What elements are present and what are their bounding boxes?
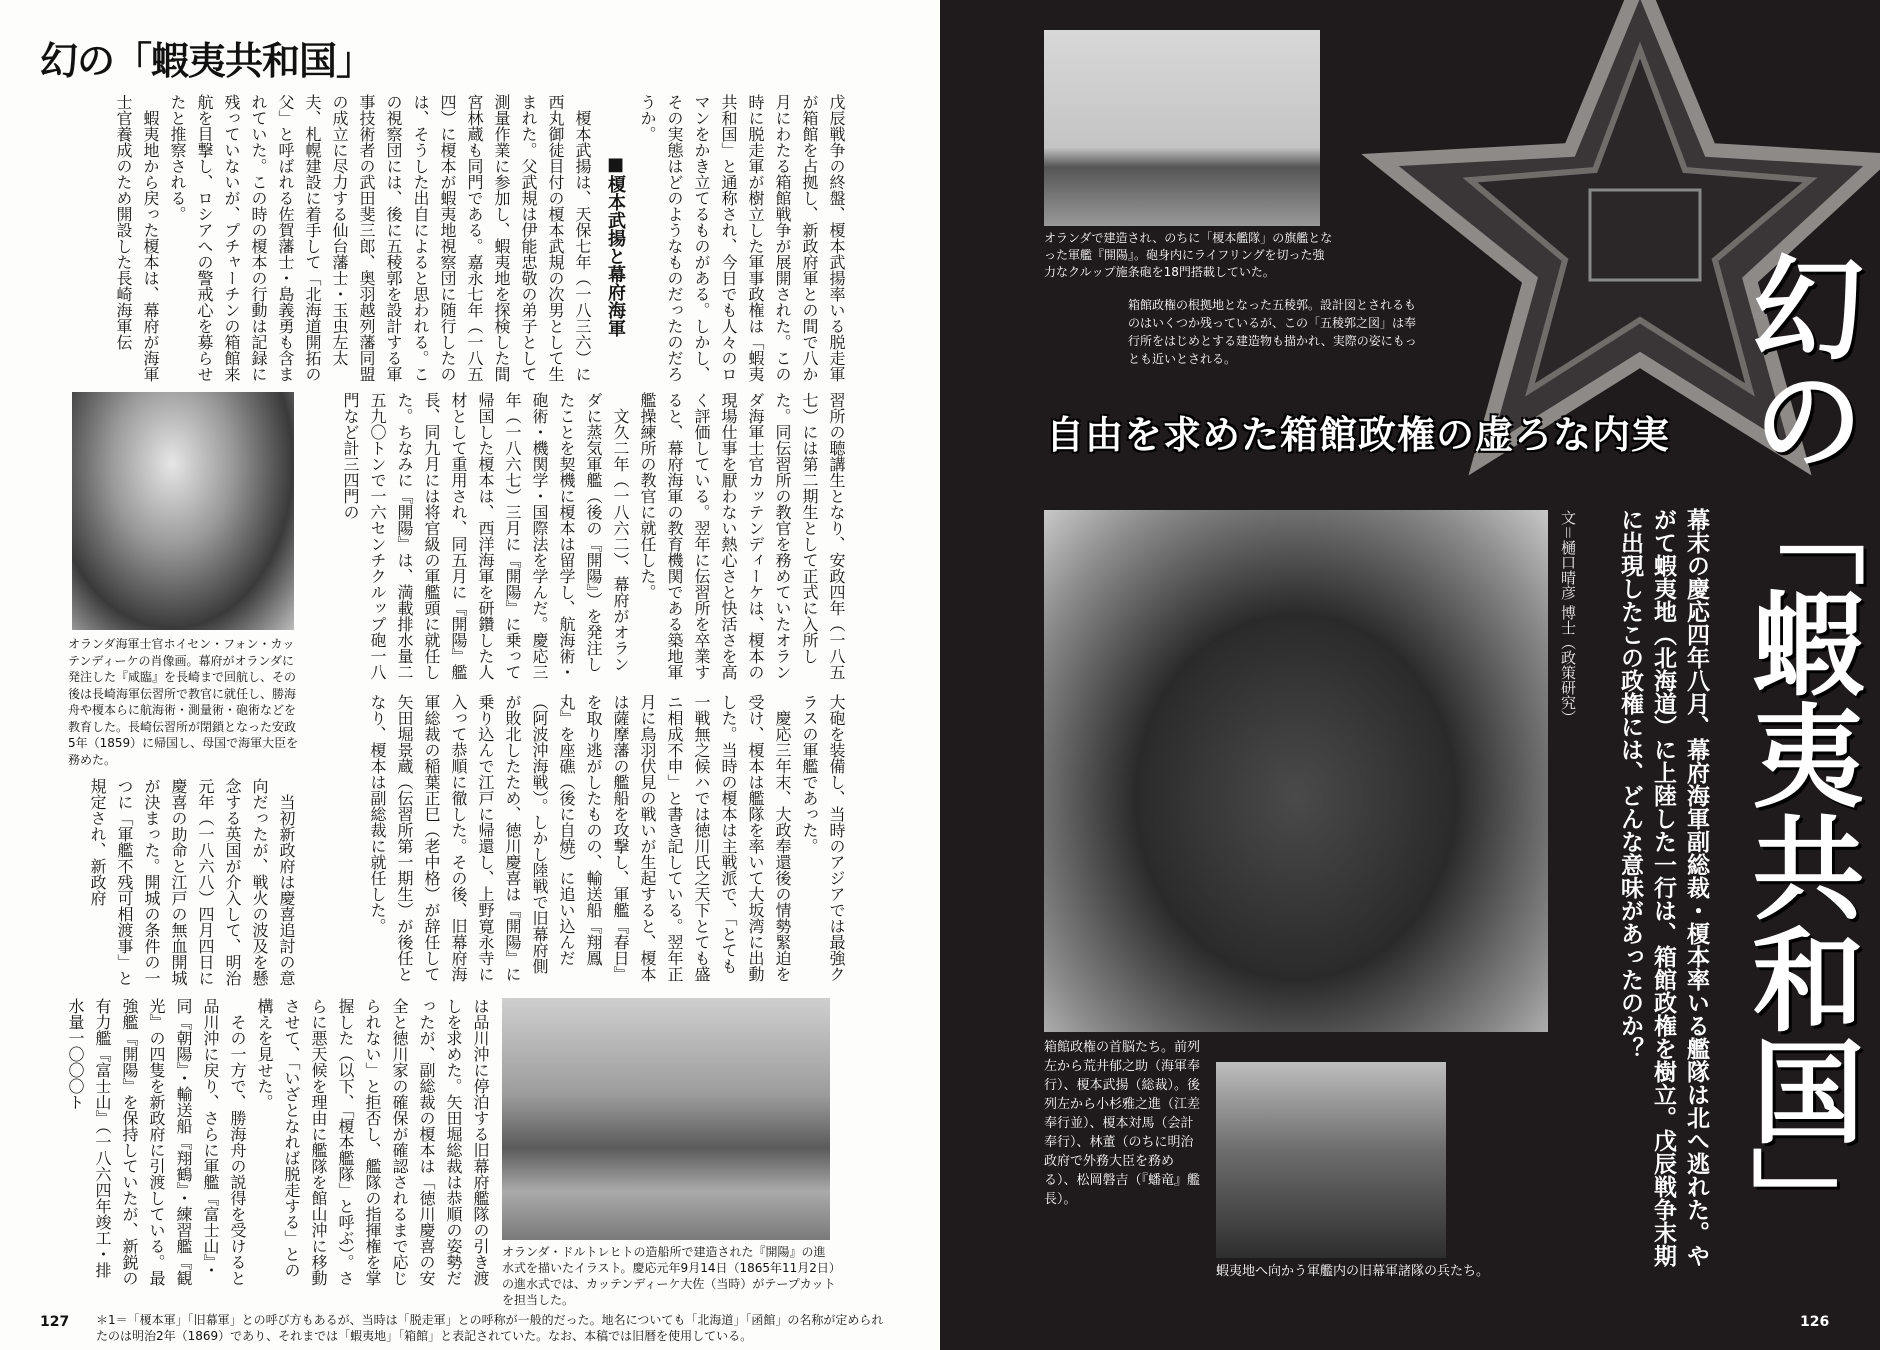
article-block-1	[40, 94, 850, 384]
right-page	[940, 0, 1880, 1350]
main-title: 幻の「蝦夷共和国」	[1734, 250, 1865, 1258]
page-number: 127	[40, 1314, 70, 1330]
kaiyo-ship-photo	[1044, 30, 1320, 226]
body-paragraph: 慶応三年末、大政奉還後の情勢緊迫を受け、榎本は艦隊を率いて大坂湾に出動した。当時の榎本は主戦派で、「とても一戦無之候ハでは徳川氏之天下とても盛ニ相成不申」と書き記している。翌年正月に鳥羽伏見の戦いが生起すると、榎本は薩摩藩の艦船を攻撃し、軍艦『春日』を取り逃がしたものの、輸送船『翔鳳丸』を座礁（後に自焼）に追い込んだ（阿波沖海戦）。しかし陸戦で旧幕府側が敗北したため、徳川慶喜は『開陽』に乗り込んで江戸に帰還し、上野寛永寺に入って恭順に徹した。その後、旧幕府海軍総裁の稲葉正巳（老中格）が辞任して矢田堀景蔵（伝習所第一期生）が後任となり、榎本は副総裁に就任した。	[368, 694, 792, 982]
kaiyo-launch-illustration	[502, 998, 830, 1240]
body-paragraph: その一方で、勝海舟の説得を受けると品川沖に戻り、さらに軍艦『富士山』・同『朝陽』・輸送船『翔鶴』・練習艦『観光』の四隻を新政府に引渡している。最強艦『開陽』を保持していたが、新鋭の有力艦『富士山』（一八六四年竣工・排水量一〇〇〇ト	[66, 998, 247, 1286]
section-heading: ■榎本武揚と幕府海軍	[605, 154, 626, 337]
crew-caption: 蝦夷地へ向かう軍艦内の旧幕軍諸隊の兵たち。	[1216, 1264, 1490, 1279]
body-paragraph: は品川沖に停泊する旧幕府艦隊の引き渡しを求めた。矢田堀総裁は恭順の姿勢だったが、副総裁の榎本は「徳川慶喜の安全と徳川家の確保が確認されるまで応じられない」と拒否し、艦隊の指揮権を掌握した（以下、「榎本艦隊」と呼ぶ）。さらに悪天候を理由に艦隊を館山沖に移動させて、「いざとなれば脱走する」との構えを見せた。	[255, 998, 490, 1286]
intro-paragraph: 戊辰戦争の終盤、榎本武揚率いる脱走軍が箱館を占拠し、新政府軍との間で八か月にわたる箱館戦争が展開された。この時に脱走軍が樹立した軍事政権は「蝦夷共和国」と通称され、今日でも人々のロマンをかき立てるものがある。しかし、その実態はどのようなものだったのだろうか。	[638, 94, 846, 382]
ship-caption: オランダで建造され、のちに「榎本艦隊」の旗艦となった軍艦『開陽』。砲身内にライフリングを切った強力なクルップ施条砲を18門搭載していた。	[1044, 231, 1333, 279]
page-number: 126	[1800, 1314, 1830, 1330]
lead-text: 幕末の慶応四年八月、幕府海軍副総裁・榎本率いる艦隊は北へ逃れた。やがて蝦夷地（北海道）に上陸した一行は、箱館政権を樹立。戊辰戦争末期に出現したこの政権には、どんな意味があったのか？	[1617, 508, 1709, 1267]
article-block-3-continued	[36, 778, 300, 990]
footnote: ＊1＝「榎本軍」「旧幕軍」との呼び方もあるが、当時は「脱走軍」との呼称が一般的だった。地名についても「北海道」「函館」の名称が定められたのは明治2年（1869）であり、それまでは「蝦夷地」「箱館」と表記されていた。なお、本稿では旧暦を使用している。	[96, 1313, 884, 1343]
body-paragraph: 文久二年（一八六二）、幕府がオランダに蒸気軍艦（後の『開陽』）を発注したことを契機に榎本は留学し、航海術・砲術・機関学・国際法を学んだ。慶応三年（一八六七）三月に『開陽』に乗って帰国した榎本は、西洋海軍を研鑽した人材として重用され、同五月に『開陽』艦長、同九月には将官級の軍艦頭に就任した。ちなみに『開陽』は、満載排水量二五九〇トンで一六センチクルップ砲一八門など計三四門の	[341, 392, 630, 680]
launch-caption: オランダ・ドルトレヒトの造船所で建造された『開陽』の進水式を描いたイラスト。慶応元年9月14日（1865年11月2日）の進水式では、カッテンディーケ大佐（当時）がテープカットを担当した。	[502, 1245, 836, 1307]
body-paragraph: 当初新政府は慶喜追討の意向だったが、戦火の波及を懸念する英国が介入して、明治元年（一八六八）四月四日に慶喜の助命と江戸の無血開城が決まった。開城の条件の一つに「軍艦不残可相渡事」と規定され、新政府	[88, 778, 296, 986]
fort-caption: 箱館政権の根拠地となった五稜郭。設計図とされるものはいくつか残っているが、この「五稜郭之図」は奉行所をはじめとする建造物も描かれ、実際の姿にもっとも近いとされる。	[1128, 298, 1417, 366]
group-caption: 箱館政権の首脳たち。前列左から荒井郁之助（海軍奉行）、榎本武揚（総裁）。後列左から小杉雅之進（江差奉行並）、榎本対馬（会計奉行）、林董（のちに明治政府で外務大臣を務める）、松岡磐吉（『蟠竜』艦長）。	[1044, 1040, 1201, 1207]
article-block-3	[306, 694, 850, 988]
crew-photo	[1216, 1062, 1446, 1258]
subtitle: 自由を求めた箱館政権の虚ろな内実	[1046, 413, 1671, 457]
hakodate-leaders-group-photo	[1044, 510, 1548, 1032]
running-title: 幻の「蝦夷共和国」	[40, 38, 374, 83]
article-block-2	[306, 392, 850, 684]
article-block-4	[34, 998, 494, 1290]
byline: 文＝樋口晴彦 博士（政策研究）	[1559, 510, 1577, 725]
body-paragraph: 榎本武揚は、天保七年（一八三六）に西丸御徒目付の榎本武規の次男として生まれた。父武規は伊能忠敬の弟子として測量作業に参加し、蝦夷地を探検した間宮林蔵も同門である。嘉永七年（一八五四）に榎本が蝦夷地視察団に随行したのは、そうした出自によると思われる。この視察団には、後に五稜郭を設計する軍事技術者の武田斐三郎、奥羽越列藩同盟の成立に尽力する仙台藩士・玉虫左太夫、札幌建設に着手して「北海道開拓の父」と呼ばれる佐賀藩士・島義勇も含まれていた。この時の榎本の行動は記録に残っていないが、プチャーチンの箱館来航を目撃し、ロシアへの警戒心を募らせたと推察される。	[168, 94, 592, 382]
body-paragraph: 蝦夷地から戻った榎本は、幕府が海軍士官養成のため開設した長崎海軍伝	[114, 94, 160, 382]
katendijke-portrait-image	[72, 392, 294, 630]
portrait-caption: オランダ海軍士官ホイセン・フォン・カッテンディーケの肖像画。幕府がオランダに発注した『咸臨』を長崎まで回航し、その後は長崎海軍伝習所で教官に就任し、勝海舟や榎本らに航海術・測量術・砲術などを教育した。長崎伝習所が閉鎖となった安政5年（1859）に帰国し、母国で海軍大臣を務めた。	[68, 637, 299, 767]
body-paragraph: 大砲を装備し、当時のアジアでは最強クラスの軍艦であった。	[800, 694, 846, 982]
body-paragraph: 習所の聴講生となり、安政四年（一八五七）には第二期生として正式に入所した。同伝習所の教官を務めていたオランダ海軍士官カッテンディーケは、榎本の現場仕事を厭わない熱心さと快活さを高く評価している。翌年に伝習所を卒業すると、幕府海軍の教育機関である築地軍艦操練所の教官に就任した。	[638, 392, 846, 680]
